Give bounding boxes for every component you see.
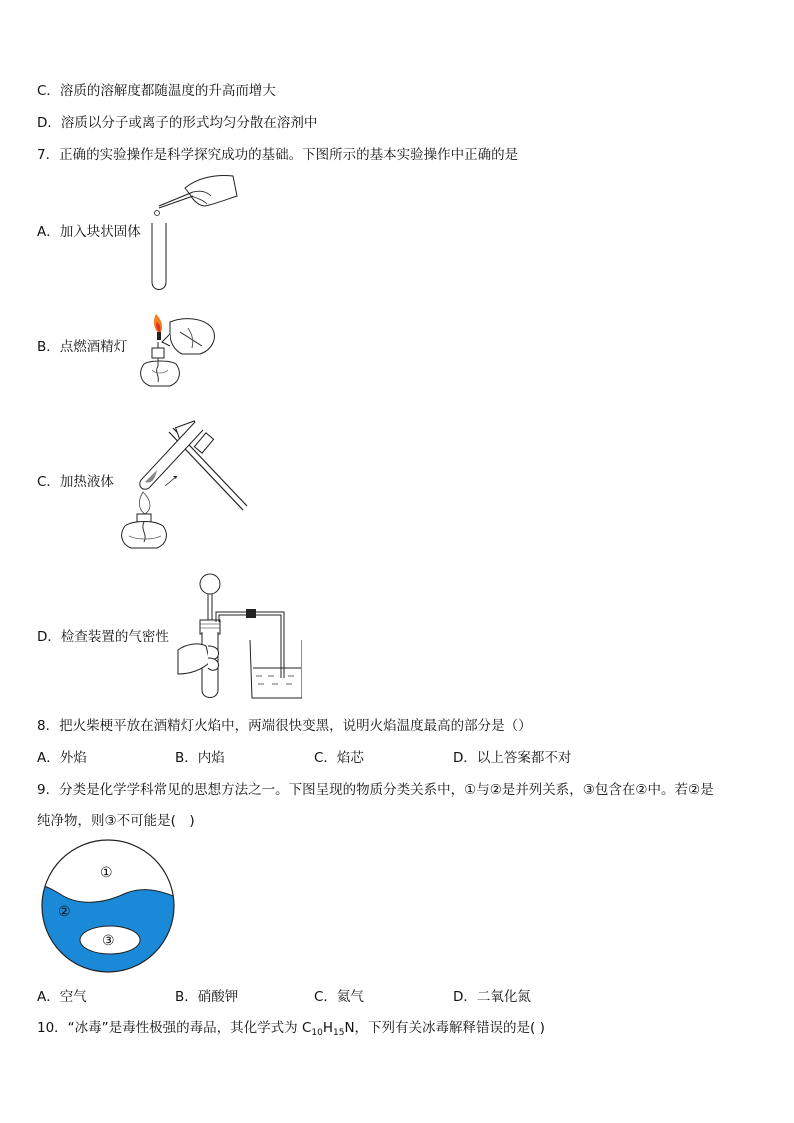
q8-option-c: C．焰芯 [314,750,364,766]
q10-sub-h: 15 [333,1028,345,1038]
question-8: 8．把火柴梗平放在酒精灯火焰中，两端很快变黑，说明火焰温度最高的部分是（） [37,718,532,734]
q8-option-b: B．内焰 [175,750,225,766]
q7-option-a: A．加入块状固体 [37,224,141,240]
question-9-line-2: 纯净物，则③不可能是( ) [37,813,195,829]
q9-option-c: C．氦气 [314,989,364,1005]
q9-option-d: D．二氧化氮 [453,989,531,1005]
q7-option-b: B．点燃酒精灯 [37,339,128,355]
question-9-line-1: 9．分类是化学学科常见的思想方法之一。下图呈现的物质分类关系中，①与②是并列关系，③包含在②中。若②是 [37,782,714,798]
q8-option-d: D．以上答案都不对 [453,750,572,766]
q10-h: H [322,1020,333,1036]
diagram-label-2: ② [58,905,71,920]
q10-sub-c: 10 [311,1028,323,1038]
option-d-q6: D．溶质以分子或离子的形式均匀分散在溶剂中 [37,115,318,131]
q9-option-a: A．空气 [37,989,87,1005]
diagram-label-1: ① [100,866,113,881]
q10-text-start: 10．“冰毒”是毒性极强的毒品，其化学式为 C [37,1020,312,1036]
q10-text-end: N，下列有关冰毒解释错误的是( ) [344,1020,545,1036]
airtightness-check-figure [172,570,302,702]
question-10 [37,1019,545,1037]
q7-option-c: C．加热液体 [37,474,114,490]
question-7: 7．正确的实验操作是科学探究成功的基础。下图所示的基本实验操作中正确的是 [37,147,519,163]
classification-diagram [38,836,178,976]
diagram-label-3: ③ [102,934,115,949]
q8-option-a: A．外焰 [37,750,87,766]
test-tube-solid-figure [145,170,240,292]
q7-option-d: D．检查装置的气密性 [37,629,169,645]
heating-liquid-figure [115,410,250,555]
option-c-q6: C．溶质的溶解度都随温度的升高而增大 [37,83,276,99]
alcohol-lamp-lighting-figure [130,302,220,392]
q9-option-b: B．硝酸钾 [175,989,239,1005]
